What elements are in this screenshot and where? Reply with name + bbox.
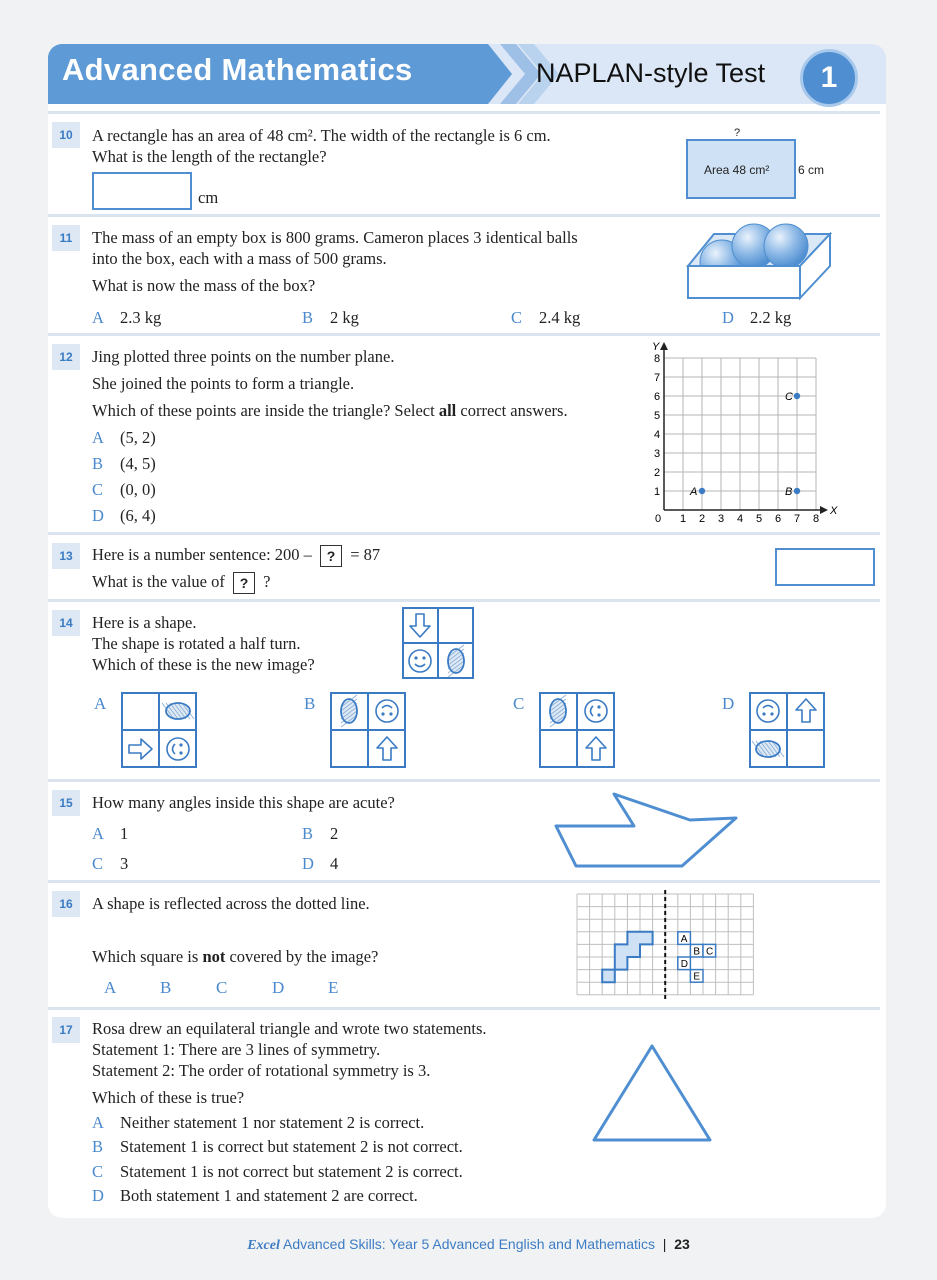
x-tick-label: 7 bbox=[794, 513, 801, 525]
q15-option-d[interactable]: D 4 bbox=[302, 854, 339, 873]
y-tick-label: 7 bbox=[654, 372, 661, 384]
origin-label: 0 bbox=[655, 513, 662, 525]
test-number-badge: 1 bbox=[800, 49, 858, 107]
divider bbox=[48, 880, 880, 883]
q10-fig-area-label: Area 48 cm² bbox=[704, 163, 770, 177]
point-c bbox=[794, 393, 800, 399]
q11-option-d[interactable]: D 2.2 kg bbox=[722, 308, 792, 327]
q16-option-c[interactable]: C bbox=[216, 978, 228, 997]
smiley-icon bbox=[167, 738, 189, 760]
x-axis-label: X bbox=[830, 505, 838, 517]
q10-fig-side-label: 6 cm bbox=[798, 163, 825, 177]
q14-text-1: Here is a shape. bbox=[92, 613, 197, 632]
y-tick-label: 5 bbox=[654, 410, 661, 422]
y-axis-arrow bbox=[660, 342, 668, 350]
divider bbox=[48, 779, 880, 782]
square-label: C bbox=[706, 946, 714, 958]
q15-text-1: How many angles inside this shape are acute? bbox=[92, 793, 395, 812]
divider bbox=[48, 214, 880, 217]
divider bbox=[48, 111, 880, 114]
q15-option-a[interactable]: A 1 bbox=[92, 824, 129, 843]
q14-option-d-shape[interactable] bbox=[749, 692, 825, 768]
grid-lines bbox=[664, 358, 816, 510]
question-number: 16 bbox=[52, 891, 80, 917]
q13-answer-input[interactable] bbox=[775, 548, 875, 586]
q17-text-4: Which of these is true? bbox=[92, 1088, 245, 1107]
q17-option-c[interactable]: C Statement 1 is not correct but statement 2 is correct. bbox=[92, 1162, 463, 1181]
x-axis-arrow bbox=[820, 506, 828, 514]
y-tick-label: 1 bbox=[654, 486, 661, 498]
q16-text-1: A shape is reflected across the dotted line. bbox=[92, 894, 370, 913]
x-tick-label: 1 bbox=[680, 513, 687, 525]
question-number: 17 bbox=[52, 1017, 80, 1043]
x-tick-label: 2 bbox=[699, 513, 706, 525]
q10-fig-top-label: ? bbox=[734, 127, 741, 139]
square-label: E bbox=[693, 971, 701, 983]
point-a bbox=[699, 488, 705, 494]
q12-text-3: Which of these points are inside the triangle? Select all correct answers. bbox=[92, 401, 568, 420]
y-tick-label: 8 bbox=[654, 353, 661, 365]
x-tick-label: 3 bbox=[718, 513, 725, 525]
q15-option-c[interactable]: C 3 bbox=[92, 854, 129, 873]
q17-option-d[interactable]: D Both statement 1 and statement 2 are correct. bbox=[92, 1186, 418, 1205]
q14-text-2: The shape is rotated a half turn. bbox=[92, 634, 301, 653]
x-tick-label: 4 bbox=[737, 513, 744, 525]
page-number: 23 bbox=[674, 1236, 690, 1252]
q17-equilateral-triangle bbox=[590, 1040, 720, 1146]
q11-text-1: The mass of an empty box is 800 grams. Cameron places 3 identical balls bbox=[92, 228, 578, 247]
x-tick-label: 6 bbox=[775, 513, 782, 525]
q14-option-c-shape[interactable] bbox=[539, 692, 615, 768]
footer-divider: | bbox=[662, 1236, 667, 1252]
q14-option-d-label[interactable]: D bbox=[722, 694, 735, 713]
q11-text-3: What is now the mass of the box? bbox=[92, 276, 316, 295]
q13-text-2: What is the value of ? ? bbox=[92, 572, 270, 594]
unknown-box: ? bbox=[320, 545, 342, 567]
q16-reflection-grid bbox=[575, 890, 765, 1002]
q12-option-a[interactable]: A (5, 2) bbox=[92, 428, 156, 447]
footer-brand: Excel bbox=[247, 1238, 280, 1253]
q12-option-b[interactable]: B (4, 5) bbox=[92, 454, 156, 473]
x-tick-label: 5 bbox=[756, 513, 763, 525]
question-number: 13 bbox=[52, 543, 80, 569]
q14-option-a-label[interactable]: A bbox=[94, 694, 107, 713]
point-label: A bbox=[690, 486, 698, 498]
q12-option-d[interactable]: D (6, 4) bbox=[92, 506, 156, 525]
x-tick-label: 8 bbox=[813, 513, 820, 525]
q16-text-2: Which square is not covered by the image? bbox=[92, 947, 379, 966]
footer-series: Advanced Skills: bbox=[279, 1236, 386, 1252]
q16-option-d[interactable]: D bbox=[272, 978, 285, 997]
page-title: Advanced Mathematics bbox=[62, 52, 413, 87]
q14-text-3: Which of these is the new image? bbox=[92, 655, 315, 674]
q15-option-b[interactable]: B 2 bbox=[302, 824, 339, 843]
q11-option-c[interactable]: C 2.4 kg bbox=[511, 308, 581, 327]
q15-boat-shape bbox=[550, 790, 750, 870]
square-label: D bbox=[680, 959, 689, 970]
question-number: 15 bbox=[52, 790, 80, 816]
tick-labels bbox=[654, 353, 819, 525]
q16-option-b[interactable]: B bbox=[160, 978, 172, 997]
y-axis-label: Y bbox=[652, 341, 660, 353]
smiley-icon bbox=[757, 700, 779, 722]
q12-text-2: She joined the points to form a triangle. bbox=[92, 374, 355, 393]
q17-text-2: Statement 1: There are 3 lines of symmetry. bbox=[92, 1040, 381, 1059]
question-number: 14 bbox=[52, 610, 80, 636]
q14-option-b-label[interactable]: B bbox=[304, 694, 316, 713]
q14-option-b-shape[interactable] bbox=[330, 692, 406, 768]
y-tick-label: 6 bbox=[654, 391, 661, 403]
q12-option-c[interactable]: C (0, 0) bbox=[92, 480, 156, 499]
square-label: B bbox=[693, 946, 701, 958]
q14-option-a-shape[interactable] bbox=[121, 692, 197, 768]
divider bbox=[48, 333, 880, 336]
point-label: B bbox=[785, 486, 793, 498]
q16-option-e[interactable]: E bbox=[328, 978, 339, 997]
header-band bbox=[48, 44, 886, 104]
q11-option-a[interactable]: A 2.3 kg bbox=[92, 308, 162, 327]
q10-text-2: What is the length of the rectangle? bbox=[92, 147, 327, 166]
header-title-box bbox=[48, 44, 488, 104]
divider bbox=[48, 599, 880, 602]
q10-answer-input[interactable] bbox=[92, 172, 192, 210]
y-tick-label: 3 bbox=[654, 448, 661, 460]
point-b bbox=[794, 488, 800, 494]
q17-option-a[interactable]: A Neither statement 1 nor statement 2 is correct. bbox=[92, 1113, 425, 1132]
page-footer bbox=[0, 1236, 937, 1254]
q16-option-a[interactable]: A bbox=[104, 978, 117, 997]
unknown-box: ? bbox=[233, 572, 255, 594]
q11-option-b[interactable]: B 2 kg bbox=[302, 308, 359, 327]
q12-number-plane bbox=[648, 338, 848, 538]
plotted-points bbox=[689, 391, 800, 498]
question-number: 12 bbox=[52, 344, 80, 370]
test-name: NAPLAN-style Test bbox=[536, 58, 766, 88]
y-tick-label: 4 bbox=[654, 429, 661, 441]
smiley-icon bbox=[376, 700, 398, 722]
q12-text-1: Jing plotted three points on the number plane. bbox=[92, 347, 395, 366]
q17-text-3: Statement 2: The order of rotational symmetry is 3. bbox=[92, 1061, 431, 1080]
q13-text-1: Here is a number sentence: 200 – ? = 87 bbox=[92, 545, 380, 567]
square-label: A bbox=[680, 933, 688, 945]
q14-original-shape bbox=[402, 607, 474, 679]
footer-book: Year 5 Advanced English and Mathematics bbox=[385, 1236, 655, 1252]
smiley-icon bbox=[585, 700, 607, 722]
question-number: 10 bbox=[52, 122, 80, 148]
q14-option-c-label[interactable]: C bbox=[513, 694, 525, 713]
question-number: 11 bbox=[52, 225, 80, 251]
point-label: C bbox=[785, 391, 793, 403]
q10-text-1: A rectangle has an area of 48 cm². The width of the rectangle is 6 cm. bbox=[92, 126, 551, 145]
q17-text-1: Rosa drew an equilateral triangle and wrote two statements. bbox=[92, 1019, 487, 1038]
q10-unit: cm bbox=[198, 188, 219, 207]
smiley-icon bbox=[409, 650, 431, 672]
q11-text-2: into the box, each with a mass of 500 grams. bbox=[92, 249, 387, 268]
q17-option-b[interactable]: B Statement 1 is correct but statement 2 is not correct. bbox=[92, 1137, 463, 1156]
q11-box-with-balls-figure bbox=[686, 222, 836, 302]
y-tick-label: 2 bbox=[654, 467, 661, 479]
divider bbox=[48, 1007, 880, 1010]
